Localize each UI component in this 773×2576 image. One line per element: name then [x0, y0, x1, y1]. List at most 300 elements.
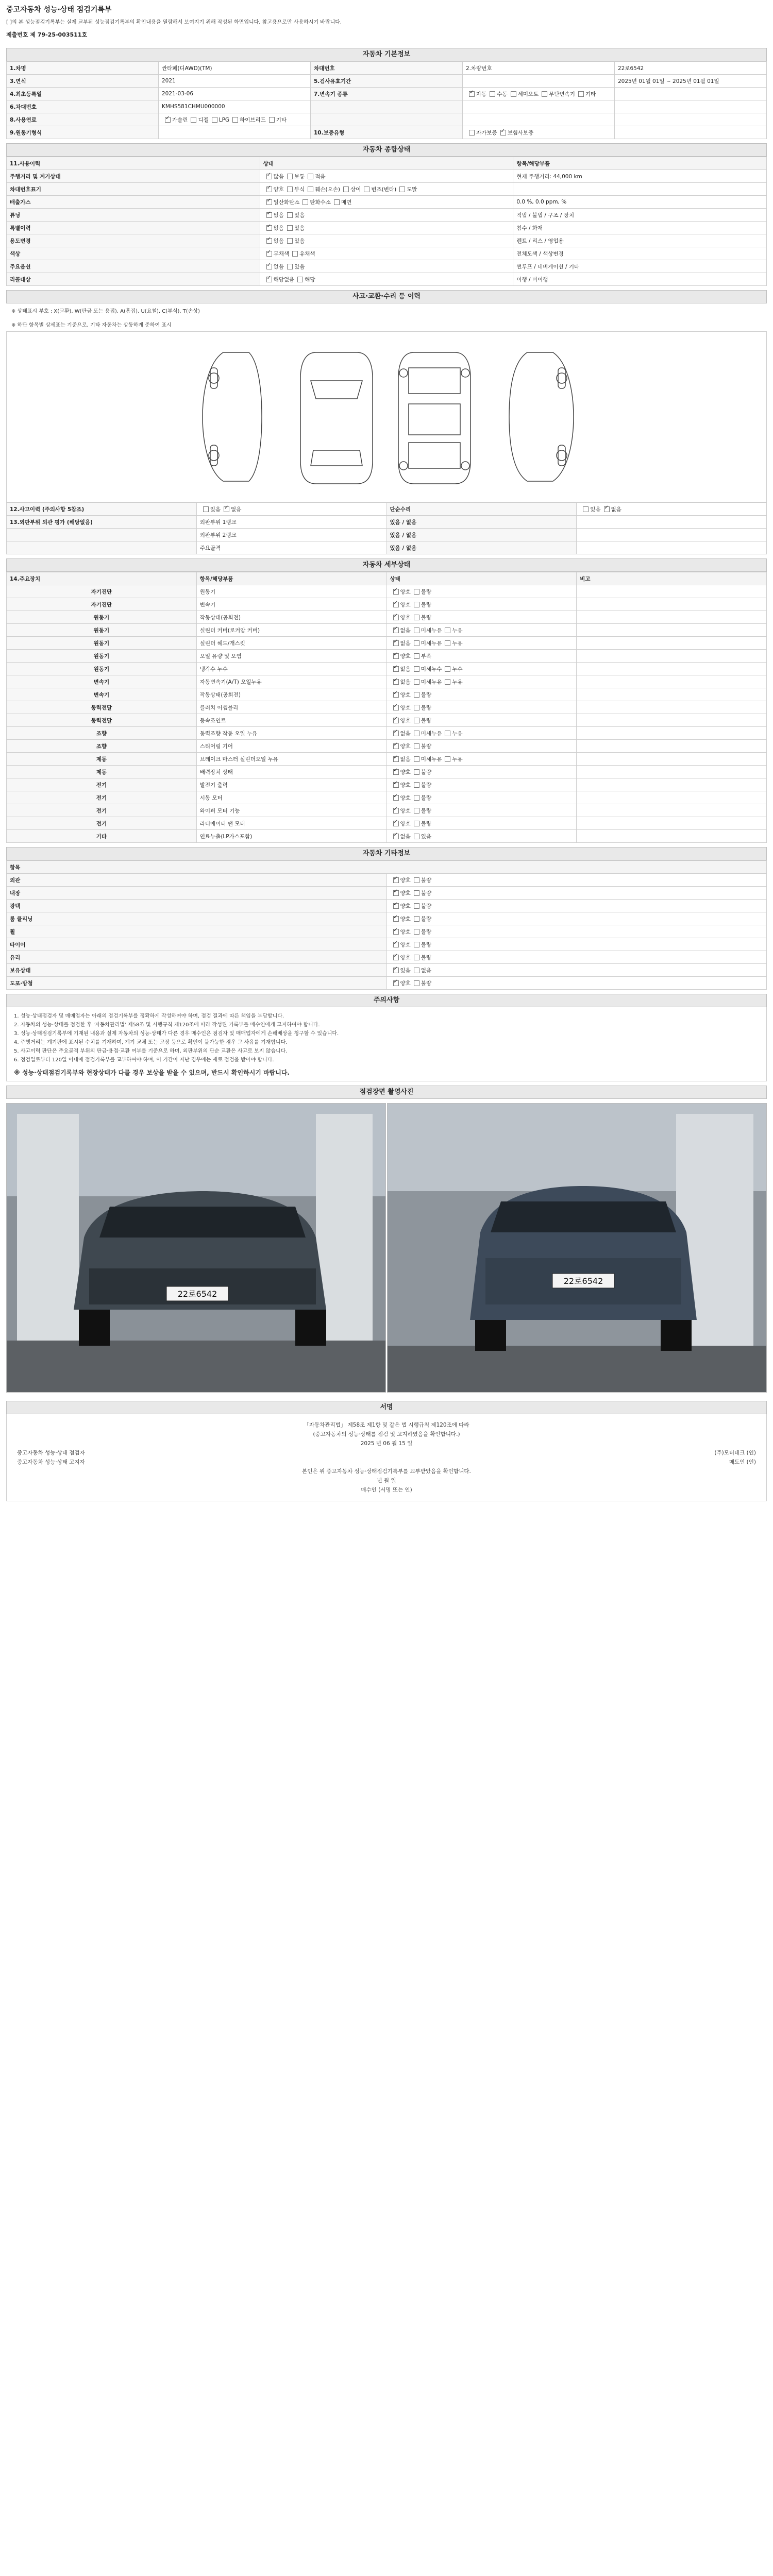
- option: 누수: [442, 666, 462, 672]
- status-options: [386, 830, 577, 843]
- row-label: 13.외판부위 외관 평가 (해당없음): [7, 516, 197, 529]
- option: ✓ 많음: [263, 174, 284, 180]
- option: 수동: [486, 91, 507, 97]
- option: 불량: [411, 718, 431, 724]
- option: 불량: [411, 769, 431, 775]
- remark-cell: [577, 650, 767, 663]
- section-notes-heading: 주의사항: [6, 994, 767, 1007]
- row-value: [615, 113, 767, 126]
- remark-cell: [577, 585, 767, 598]
- checkbox: [364, 187, 369, 192]
- table-row: [7, 874, 767, 887]
- row-label: 차대번호표기: [7, 183, 260, 196]
- note-line: 3. 성능·상태점검기록부에 기재된 내용과 실제 자동차의 성능·상태가 다른 경우 매수인은 점검자 및 매매업자에게 손해배상을 청구할 수 있습니다.: [14, 1031, 339, 1037]
- checkbox: [393, 743, 399, 749]
- checkbox: [303, 199, 308, 205]
- option: ✓ 해당없음: [263, 277, 295, 283]
- row-label: 내장: [7, 887, 387, 900]
- checkbox: [604, 506, 610, 512]
- option: 보통: [284, 174, 305, 180]
- group-label: 변속기: [7, 688, 197, 701]
- row-value: 2.차량번호: [463, 62, 615, 75]
- column-header: 14.주요장치: [7, 572, 197, 585]
- checkbox: [191, 117, 196, 123]
- table-row: [7, 222, 767, 234]
- option: ✓ 없음: [390, 834, 411, 840]
- option: 불량: [411, 705, 431, 711]
- checkbox: [414, 890, 419, 896]
- option: 디젤: [188, 117, 208, 123]
- status-options: [386, 701, 577, 714]
- option: 불량: [411, 808, 431, 814]
- option: ✓ 없음: [221, 506, 241, 513]
- status-options: [386, 637, 577, 650]
- table-row: [7, 624, 767, 637]
- table-row: [7, 541, 767, 554]
- option: 자가보증: [466, 130, 497, 136]
- sign-line-1: 「자동차관리법」 제58조 제1항 및 같은 법 시행규칙 제120조에 따라: [304, 1422, 469, 1428]
- table-row: [7, 209, 767, 222]
- checkbox: [469, 91, 475, 97]
- option: ✓ 양호: [390, 890, 411, 896]
- checkbox: [414, 640, 419, 646]
- column-header: 상태: [386, 572, 577, 585]
- row-value: 2021-03-06: [159, 88, 311, 100]
- remark-cell: [577, 714, 767, 727]
- status-options: [260, 234, 513, 247]
- checkbox: [287, 212, 293, 218]
- table-header-row: [7, 572, 767, 585]
- group-label: 전기: [7, 817, 197, 830]
- table-row: [7, 75, 767, 88]
- table-row: [7, 273, 767, 286]
- note-line: 5. 사고이력 판단은 주요골격 부위의 판금·용접·교환 여부를 기준으로 하며, 외판부위의 단순 교환은 사고로 보지 않습니다.: [14, 1048, 288, 1054]
- status-options: [260, 247, 513, 260]
- checkbox: [266, 277, 272, 282]
- sign-buyer: 매수인 (서명 또는 인): [361, 1487, 412, 1493]
- checkbox: [393, 877, 399, 883]
- option: 있음: [284, 225, 305, 231]
- option: ✓ 양호: [263, 187, 284, 193]
- checkbox: [266, 187, 272, 192]
- row-label: 4.최초등록일: [7, 88, 159, 100]
- item-label: 자동변속기(A/T) 오일누유: [196, 675, 386, 688]
- sign-line-3: 본인은 위 중고자동차 성능·상태점검기록부를 교부받았음을 확인합니다.: [302, 1468, 471, 1475]
- remark-cell: [577, 766, 767, 778]
- option: ✓ 없음: [390, 666, 411, 672]
- status-options: [260, 222, 513, 234]
- option: 있음: [284, 238, 305, 244]
- group-label: 자기진단: [7, 585, 197, 598]
- option: 적음: [305, 174, 325, 180]
- table-row: [7, 260, 767, 273]
- option: 탄화수소: [299, 199, 331, 206]
- option: 세미오토: [508, 91, 539, 97]
- status-options: [386, 912, 767, 925]
- checkbox: [414, 942, 419, 947]
- signature-block: [6, 1414, 767, 1501]
- checkbox: [343, 187, 349, 192]
- option: 불량: [411, 980, 431, 987]
- status-options: [386, 778, 577, 791]
- option: ✓ 양호: [390, 929, 411, 935]
- status-options: [386, 753, 577, 766]
- remark-cell: [577, 804, 767, 817]
- option: 누유: [442, 756, 462, 762]
- item-label: 원동기: [196, 585, 386, 598]
- row-value: 싼타페(디AWD)(TM): [159, 62, 311, 75]
- table-row: [7, 830, 767, 843]
- status-options: [386, 977, 767, 990]
- checkbox: [578, 91, 584, 97]
- table-row: [7, 88, 767, 100]
- transmission-options: [463, 88, 615, 100]
- table-row: [7, 100, 767, 113]
- option: ✓ 없음: [390, 628, 411, 634]
- checkbox: [308, 187, 313, 192]
- section-accident-heading: 사고·교환·수리 등 이력: [6, 290, 767, 303]
- option: 미세누유: [411, 731, 442, 737]
- checkbox: [212, 117, 217, 123]
- item-label: 시동 모터: [196, 791, 386, 804]
- group-label: 변속기: [7, 675, 197, 688]
- group-label: 동력전달: [7, 701, 197, 714]
- status-options: [386, 598, 577, 611]
- front-plate-text: 22로6542: [177, 1289, 217, 1299]
- table-row: [7, 912, 767, 925]
- status-options: [260, 170, 513, 183]
- table-row: [7, 951, 767, 964]
- option: 불량: [411, 821, 431, 827]
- option: ✓ 양호: [390, 821, 411, 827]
- remark-cell: [577, 753, 767, 766]
- checkbox: [414, 743, 419, 749]
- table-row: [7, 766, 767, 778]
- checkbox: [393, 718, 399, 723]
- checkbox: [393, 692, 399, 698]
- option: ✓ 양호: [390, 602, 411, 608]
- option: ✓ 없음: [263, 264, 284, 270]
- status-options: [386, 663, 577, 675]
- option: 불량: [411, 929, 431, 935]
- status-options: [386, 874, 767, 887]
- bottom-space: [6, 1501, 767, 1810]
- table-row: [7, 727, 767, 740]
- checkbox: [414, 980, 419, 986]
- checkbox: [414, 808, 419, 814]
- status-options: [386, 964, 767, 977]
- group-label: 동력전달: [7, 714, 197, 727]
- table-row: [7, 714, 767, 727]
- item-label: 작동상태(공회전): [196, 611, 386, 624]
- remark-cell: [577, 624, 767, 637]
- status-options: [260, 260, 513, 273]
- item-label: 배력장치 상태: [196, 766, 386, 778]
- option: 도말: [396, 187, 417, 193]
- accident-legend-2: ※ 하단 항목별 상세표는 기준으로, 기타 자동차는 상동하게 준하여 표시: [11, 323, 172, 328]
- row-label: 휠: [7, 925, 387, 938]
- option: ✓ 양호: [390, 795, 411, 801]
- row-label: 튜닝: [7, 209, 260, 222]
- status-options: [260, 209, 513, 222]
- option: 미세누유: [411, 628, 442, 634]
- row-label: 있음 / 없음: [386, 516, 577, 529]
- row-value: 외판부위 2랭크: [196, 529, 386, 541]
- checkbox: [334, 199, 340, 205]
- checkbox: [414, 602, 419, 607]
- option: 불량: [411, 942, 431, 948]
- checkbox: [542, 91, 547, 97]
- option: 불량: [411, 602, 431, 608]
- row-label: [311, 100, 463, 113]
- option: 변조(변타): [361, 187, 396, 193]
- checkbox: [393, 903, 399, 909]
- checkbox: [393, 602, 399, 607]
- checkbox: [393, 808, 399, 814]
- row-label: [7, 541, 197, 554]
- group-label: 전기: [7, 791, 197, 804]
- table-row: [7, 585, 767, 598]
- row-label: 용도변경: [7, 234, 260, 247]
- option: 불량: [411, 916, 431, 922]
- table-row: [7, 529, 767, 541]
- status-options: [386, 688, 577, 701]
- option: ✓ 무채색: [263, 251, 289, 257]
- row-label: 외관: [7, 874, 387, 887]
- option: 불량: [411, 890, 431, 896]
- accident-table: [6, 502, 767, 554]
- remark-cell: [577, 675, 767, 688]
- checkbox: [414, 589, 419, 595]
- group-label: 조향: [7, 740, 197, 753]
- group-label: 원동기: [7, 624, 197, 637]
- option: 미세누유: [411, 756, 442, 762]
- checkbox: [414, 731, 419, 736]
- option: ✓ 양호: [390, 718, 411, 724]
- sign-date: 2025 년 06 월 15 일: [360, 1440, 413, 1447]
- row-label: 6.차대번호: [7, 100, 159, 113]
- row-value: [615, 100, 767, 113]
- remark-cell: [577, 611, 767, 624]
- row-value: 침수 / 화재: [513, 222, 767, 234]
- table-row: [7, 247, 767, 260]
- checkbox: [583, 506, 589, 512]
- row-value: [159, 126, 311, 139]
- checkbox: [445, 756, 450, 762]
- item-label: 작동상태(공회전): [196, 688, 386, 701]
- option: ✓ 양호: [390, 942, 411, 948]
- checkbox: [287, 238, 293, 244]
- checkbox: [269, 117, 275, 123]
- basic-info-table: [6, 61, 767, 139]
- row-value: [577, 541, 767, 554]
- remark-cell: [577, 778, 767, 791]
- checkbox: [414, 653, 419, 659]
- option: ✓ 가솔린: [162, 117, 188, 123]
- row-label: 배출가스: [7, 196, 260, 209]
- option: ✓ 양호: [390, 808, 411, 814]
- item-label: 클러치 어셈블리: [196, 701, 386, 714]
- checkbox: [414, 968, 419, 973]
- sign-right-2: 매도인 (인): [729, 1459, 756, 1465]
- front-photo-image: [7, 1104, 385, 1392]
- item-label: 와이퍼 모터 기능: [196, 804, 386, 817]
- table-row: [7, 196, 767, 209]
- row-label: [311, 113, 463, 126]
- option: ✓ 양호: [390, 782, 411, 788]
- warranty-options: [463, 126, 615, 139]
- section-detail-heading: 자동차 세부상태: [6, 558, 767, 572]
- status-options: [386, 951, 767, 964]
- option: ✓ 없음: [601, 506, 621, 513]
- checkbox: [500, 130, 506, 135]
- row-value: 0.0 %, 0.0 ppm, %: [513, 196, 767, 209]
- status-options: [386, 887, 767, 900]
- row-label: 12.사고이력 (주의사항 5참조): [7, 503, 197, 516]
- item-label: 스티어링 기어: [196, 740, 386, 753]
- column-header: 11.사용이력: [7, 157, 260, 170]
- remark-cell: [577, 830, 767, 843]
- row-label: 유리: [7, 951, 387, 964]
- checkbox: [393, 666, 399, 672]
- option: 불량: [411, 795, 431, 801]
- status-options: [386, 766, 577, 778]
- row-value: 렌트 / 리스 / 영업용: [513, 234, 767, 247]
- status-options: [386, 938, 767, 951]
- group-label: 원동기: [7, 650, 197, 663]
- checkbox: [399, 187, 405, 192]
- row-label: 8.사용연료: [7, 113, 159, 126]
- item-label: 실린더 헤드/개스킷: [196, 637, 386, 650]
- checkbox: [414, 795, 419, 801]
- row-value: 2021: [159, 75, 311, 88]
- row-label: 있음 / 없음: [386, 541, 577, 554]
- note-line: 6. 점검일로부터 120일 이내에 점검기록부를 교부하여야 하며, 이 기간이 지난 경우에는 새로 점검을 받아야 합니다.: [14, 1057, 274, 1063]
- row-label: 10.보증유형: [311, 126, 463, 139]
- table-row: [7, 516, 767, 529]
- item-label: 연료누출(LP가스포함): [196, 830, 386, 843]
- table-row: [7, 170, 767, 183]
- option: 불량: [411, 955, 431, 961]
- remark-cell: [577, 701, 767, 714]
- table-row: [7, 234, 767, 247]
- option: 불량: [411, 615, 431, 621]
- checkbox: [266, 251, 272, 257]
- note-line: 2. 자동차의 성능·상태를 점검한 후 '자동차관리법' 제58조 및 시행규칙 제120조에 따라 작성된 기록부를 매수인에게 고지하여야 합니다.: [14, 1022, 320, 1028]
- status-options: [386, 675, 577, 688]
- table-row: [7, 900, 767, 912]
- option: 누유: [442, 679, 462, 685]
- row-label: 차대번호: [311, 62, 463, 75]
- table-row: [7, 113, 767, 126]
- checkbox: [393, 628, 399, 633]
- checkbox: [414, 903, 419, 909]
- item-label: 오일 유량 및 오염: [196, 650, 386, 663]
- row-label: 있음 / 없음: [386, 529, 577, 541]
- row-label: 광택: [7, 900, 387, 912]
- checkbox: [393, 916, 399, 922]
- row-label: 특별이력: [7, 222, 260, 234]
- option: 하이브리드: [229, 117, 266, 123]
- option: ✓ 없음: [263, 212, 284, 218]
- status-options: [386, 804, 577, 817]
- row-value: [463, 75, 615, 88]
- option: 불량: [411, 743, 431, 750]
- group-label: 제동: [7, 753, 197, 766]
- checkbox: [414, 705, 419, 710]
- option: ✓ 없음: [263, 238, 284, 244]
- checkbox: [393, 980, 399, 986]
- notes-warning: ※ 성능·상태점검기록부와 현장상태가 다를 경우 보상을 받을 수 있으며, 반드시 확인하시기 바랍니다.: [14, 1069, 290, 1076]
- status-options: [260, 183, 513, 196]
- group-label: 자기진단: [7, 598, 197, 611]
- row-label: 타이어: [7, 938, 387, 951]
- item-label: 브레이크 마스터 실린더오일 누유: [196, 753, 386, 766]
- checkbox: [414, 782, 419, 788]
- checkbox: [414, 679, 419, 685]
- remark-cell: [577, 688, 767, 701]
- checkbox: [292, 251, 298, 257]
- section-sign-heading: 서명: [6, 1401, 767, 1414]
- option: ✓ 양호: [390, 615, 411, 621]
- row-label: 9.원동기형식: [7, 126, 159, 139]
- option: ✓ 양호: [390, 589, 411, 595]
- other-table: [6, 860, 767, 990]
- checkbox: [414, 692, 419, 698]
- checkbox: [445, 666, 450, 672]
- table-row: [7, 611, 767, 624]
- serial-value: 79-25-003511호: [37, 31, 88, 38]
- status-options: [386, 727, 577, 740]
- checkbox: [287, 264, 293, 269]
- checkbox: [393, 756, 399, 762]
- item-label: 라디에이터 팬 모터: [196, 817, 386, 830]
- row-label: 3.연식: [7, 75, 159, 88]
- option: 누유: [442, 731, 462, 737]
- row-value: 2025년 01월 01일 ~ 2025년 01월 01일: [615, 75, 767, 88]
- row-value: [463, 113, 615, 126]
- table-row: [7, 753, 767, 766]
- item-label: 발전기 출력: [196, 778, 386, 791]
- section-summary-heading: 자동차 종합상태: [6, 143, 767, 157]
- group-label: 제동: [7, 766, 197, 778]
- status-options: [386, 650, 577, 663]
- row-value: [513, 183, 767, 196]
- row-value: [577, 516, 767, 529]
- column-header: 항목/해당부품: [513, 157, 767, 170]
- option: ✓ 양호: [390, 903, 411, 909]
- option: 매연: [331, 199, 351, 206]
- sign-row-1: [17, 1448, 756, 1458]
- option: ✓ 있음: [390, 968, 411, 974]
- option: 불량: [411, 589, 431, 595]
- table-row: [7, 62, 767, 75]
- status-options: [386, 611, 577, 624]
- option: ✓ 양호: [390, 705, 411, 711]
- row-label: 주행거리 및 계기상태: [7, 170, 260, 183]
- checkbox: [414, 834, 419, 839]
- checkbox: [266, 212, 272, 218]
- group-label: 원동기: [7, 611, 197, 624]
- option: ✓ 없음: [390, 731, 411, 737]
- group-label: 조향: [7, 727, 197, 740]
- option: ✓ 자동: [466, 91, 486, 97]
- checkbox: [393, 929, 399, 935]
- option: 누유: [442, 640, 462, 647]
- checkbox: [414, 628, 419, 633]
- status-options: [386, 925, 767, 938]
- checkbox: [393, 640, 399, 646]
